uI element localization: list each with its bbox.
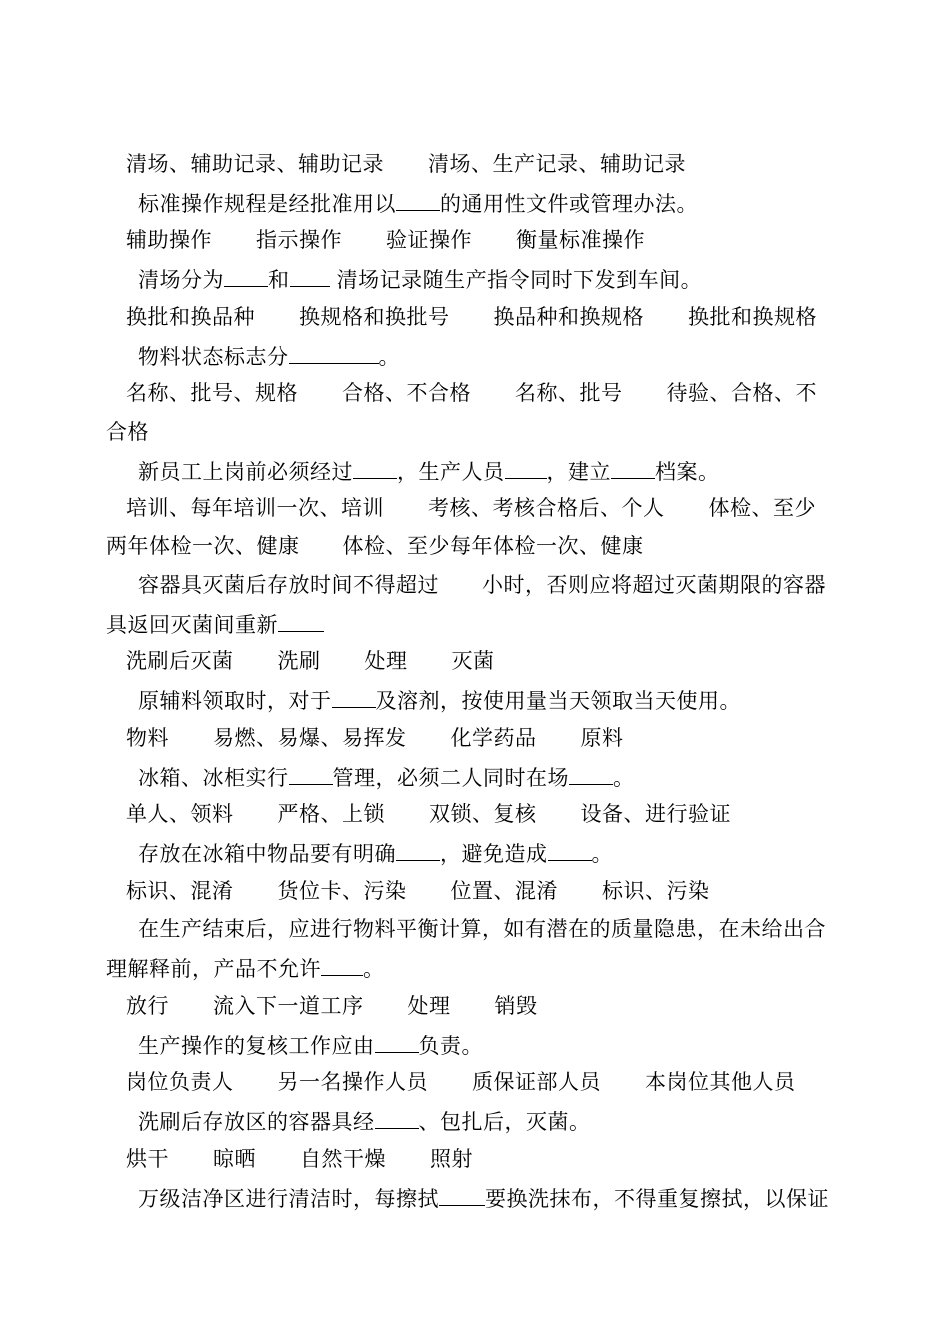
answer-option: 化学药品 — [450, 726, 537, 750]
answer-option: 名称、批号、规格 — [126, 381, 298, 405]
answer-options — [126, 802, 731, 826]
answer-option: 设备、进行验证 — [580, 802, 731, 826]
question-line — [138, 458, 720, 484]
answer-option: 洗刷后灭菌 — [126, 649, 234, 673]
fill-in-blank — [375, 1032, 419, 1053]
answer-option: 本岗位其他人员 — [645, 1070, 796, 1094]
answer-options — [126, 152, 686, 176]
fill-in-blank — [396, 840, 440, 861]
continuation-line — [106, 955, 385, 981]
answer-option: 指示操作 — [256, 228, 342, 252]
fill-in-blank — [375, 1108, 419, 1129]
question-text: 。 — [591, 842, 613, 866]
question-line — [138, 573, 826, 597]
fill-in-blank — [353, 458, 397, 479]
question-text: 清场分为 — [138, 268, 224, 292]
question-line — [138, 190, 698, 216]
question-text: ，建立 — [546, 460, 611, 484]
answer-option: 辅助操作 — [126, 228, 212, 252]
fill-in-blank — [332, 687, 376, 708]
answer-option: 处理 — [364, 649, 408, 673]
answer-option: 体检、至少 — [708, 496, 816, 520]
answer-options — [126, 1147, 473, 1171]
answer-option: 质保证部人员 — [472, 1070, 601, 1094]
question-text: 新员工上岗前必须经过 — [138, 460, 353, 484]
answer-option: 销毁 — [494, 994, 538, 1018]
answer-option: 另一名操作人员 — [277, 1070, 428, 1094]
question-text: 冰箱、冰柜实行 — [138, 766, 289, 790]
answer-option: 自然干燥 — [300, 1147, 386, 1171]
answer-option: 培训、每年培训一次、培训 — [126, 496, 384, 520]
question-line — [138, 917, 826, 941]
question-text: 、包扎后，灭菌。 — [418, 1110, 591, 1134]
question-text: 万级洁净区进行清洁时，每擦拭 — [138, 1187, 439, 1211]
continuation-line — [106, 611, 324, 637]
answer-option: 标识、污染 — [602, 879, 710, 903]
question-text: ，避免造成 — [440, 842, 548, 866]
answer-options — [126, 994, 538, 1018]
question-line — [138, 343, 400, 369]
answer-option: 烘干 — [126, 1147, 169, 1171]
answer-option: 换批和换规格 — [688, 305, 817, 329]
question-text: ，生产人员 — [397, 460, 505, 484]
question-text: 和 — [268, 268, 290, 292]
question-text: 物料状态标志分 — [138, 345, 289, 369]
question-text: 档案。 — [655, 460, 720, 484]
answer-option: 流入下一道工序 — [213, 994, 364, 1018]
answer-option: 原料 — [580, 726, 624, 750]
question-line — [138, 764, 635, 790]
answer-option: 衡量标准操作 — [516, 228, 645, 252]
fill-in-blank — [505, 458, 547, 479]
answer-options — [126, 305, 817, 329]
answer-options — [126, 1070, 796, 1094]
answer-options — [126, 879, 710, 903]
answer-options — [126, 496, 816, 520]
answer-option: 处理 — [407, 994, 451, 1018]
answer-option: 洗刷 — [277, 649, 321, 673]
continuation-line: 合格 — [106, 420, 149, 444]
fill-in-blank — [611, 458, 655, 479]
answer-option: 考核、考核合格后、个人 — [428, 496, 665, 520]
fill-in-blank — [290, 266, 330, 287]
question-text: 具返回灭菌间重新 — [106, 613, 278, 637]
question-text: 。 — [363, 957, 385, 981]
answer-option: 标识、混淆 — [126, 879, 234, 903]
answer-option: 名称、批号 — [515, 381, 623, 405]
fill-in-blank — [321, 955, 363, 976]
question-text: 要换洗抹布，不得重复擦拭，以保证 — [485, 1187, 829, 1211]
fill-in-blank — [439, 1185, 485, 1206]
answer-option: 待验、合格、不 — [666, 381, 817, 405]
question-line — [138, 840, 613, 866]
fill-in-blank — [278, 611, 324, 632]
question-text: 生产操作的复核工作应由 — [138, 1034, 375, 1058]
continuation-line: 两年体检一次、健康 体检、至少每年体检一次、健康 — [106, 534, 644, 558]
question-line — [138, 1032, 483, 1058]
question-text: 洗刷后存放区的容器具经 — [138, 1110, 375, 1134]
question-line — [138, 1185, 829, 1211]
answer-option: 合格、不合格 — [342, 381, 471, 405]
answer-option: 易燃、易爆、易挥发 — [213, 726, 407, 750]
fill-in-blank — [548, 840, 592, 861]
question-text: 负责。 — [418, 1034, 483, 1058]
answer-option: 放行 — [126, 994, 169, 1018]
question-text: 原辅料领取时，对于 — [138, 689, 332, 713]
question-text: 容器具灭菌后存放时间不得超过 小时，否则应将超过灭菌期限的容器 — [138, 573, 826, 597]
answer-option: 换规格和换批号 — [299, 305, 450, 329]
answer-option: 照射 — [430, 1147, 473, 1171]
question-line — [138, 687, 741, 713]
answer-option: 验证操作 — [386, 228, 472, 252]
answer-option: 货位卡、污染 — [277, 879, 407, 903]
question-text: 的通用性文件或管理办法。 — [440, 192, 698, 216]
question-text: 管理，必须二人同时在场 — [332, 766, 569, 790]
question-line — [138, 266, 702, 292]
answer-options — [126, 649, 495, 673]
question-text: 。 — [613, 766, 635, 790]
question-text: 及溶剂，按使用量当天领取当天使用。 — [375, 689, 741, 713]
answer-option: 灭菌 — [451, 649, 495, 673]
answer-option: 双锁、复核 — [429, 802, 537, 826]
answer-option: 换批和换品种 — [126, 305, 255, 329]
question-line — [138, 1108, 591, 1134]
answer-option: 位置、混淆 — [450, 879, 558, 903]
answer-option: 清场、生产记录、辅助记录 — [428, 152, 686, 176]
answer-option: 清场、辅助记录、辅助记录 — [126, 152, 384, 176]
fill-in-blank — [289, 343, 379, 364]
answer-options — [126, 381, 817, 405]
answer-option: 换品种和换规格 — [493, 305, 644, 329]
question-text: 在生产结束后，应进行物料平衡计算，如有潜在的质量隐患，在未给出合 — [138, 917, 826, 941]
question-text: 。 — [378, 345, 400, 369]
answer-options — [126, 726, 624, 750]
answer-option: 物料 — [126, 726, 169, 750]
question-text: 标准操作规程是经批准用以 — [138, 192, 396, 216]
answer-option: 单人、领料 — [126, 802, 234, 826]
fill-in-blank — [289, 764, 333, 785]
answer-option: 岗位负责人 — [126, 1070, 234, 1094]
answer-option: 晾晒 — [213, 1147, 256, 1171]
fill-in-blank — [569, 764, 613, 785]
answer-options — [126, 228, 645, 252]
question-text: 存放在冰箱中物品要有明确 — [138, 842, 396, 866]
fill-in-blank — [224, 266, 268, 287]
answer-option: 严格、上锁 — [277, 802, 385, 826]
question-text: 清场记录随生产指令同时下发到车间。 — [329, 268, 703, 292]
question-text: 理解释前，产品不允许 — [106, 957, 321, 981]
fill-in-blank — [396, 190, 440, 211]
